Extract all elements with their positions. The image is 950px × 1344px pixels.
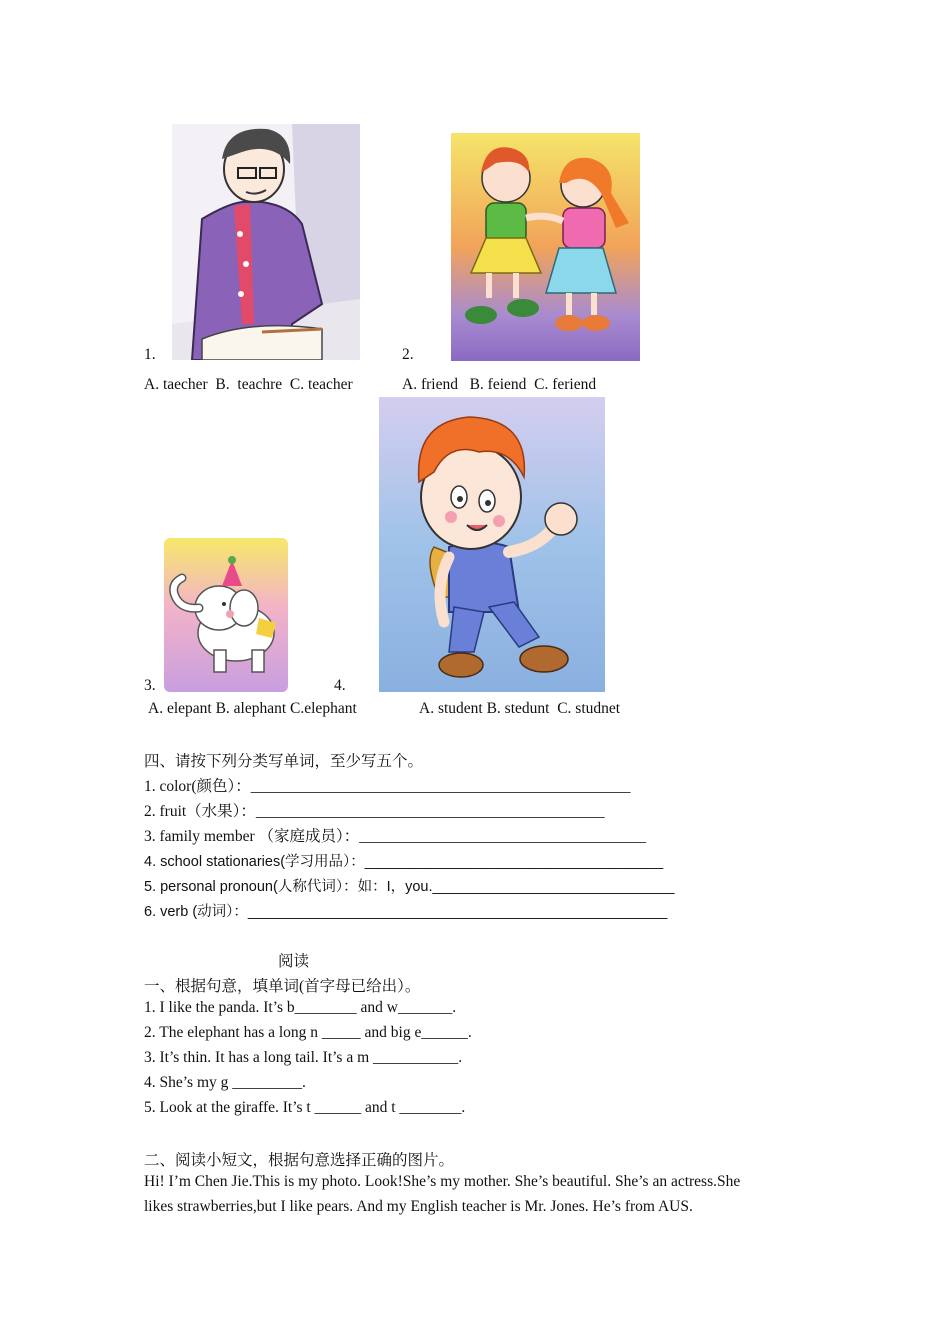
item-2-options: A. friend B. feiend C. feriend (402, 376, 597, 393)
fill-line-4: 4. She’s my g _________. (144, 1074, 306, 1091)
category-line-fruit: 2. fruit（水果）：_____________________________________________ (144, 803, 605, 820)
fill-line-2: 2. The elephant has a long n _____ and big e______. (144, 1024, 472, 1041)
item-1-options: A. taecher B. teachre C. teacher (144, 376, 353, 393)
passage-line-2: likes strawberries,but I like pears. And my English teacher is Mr. Jones. He’s from AUS. (144, 1198, 693, 1215)
item-2-number: 2. (402, 346, 414, 363)
item-4-options: A. student B. stedunt C. studnet (419, 700, 621, 717)
item-3-number: 3. (144, 677, 156, 694)
fill-line-1: 1. I like the panda. It’s b________ and w_______. (144, 999, 457, 1016)
item-4-number: 4. (334, 677, 346, 694)
fill-line-3: 3. It’s thin. It has a long tail. It’s a m ___________. (144, 1049, 463, 1066)
reading-section-1-heading: 一、根据句意，填单词(首字母已给出）。 (144, 978, 421, 995)
fill-line-5: 5. Look at the giraffe. It’s t ______ and t ________. (144, 1099, 466, 1116)
category-line-family: 3. family member （家庭成员）：_____________________________________ (144, 828, 646, 845)
passage-line-1: Hi! I’m Chen Jie.This is my photo. Look!She’s my mother. She’s beautiful. She’s an actress.She (144, 1173, 741, 1190)
category-line-color: 1. color(颜色）：_________________________________________________ (144, 778, 631, 795)
item-1-number: 1. (144, 346, 156, 363)
friends-illustration (451, 133, 640, 361)
reading-section-2-heading: 二、阅读小短文，根据句意选择正确的图片。 (144, 1152, 455, 1169)
category-line-verb: 6. verb (动词）：____________________________________________________ (144, 904, 668, 920)
item-3-options: A. elepant B. alephant C.elephant (148, 700, 357, 717)
reading-title: 阅读 (278, 953, 310, 970)
category-line-pronoun: 5. personal pronoun(人称代词）：如：I，you.______________________________ (144, 879, 675, 895)
student-illustration (379, 397, 605, 692)
category-line-stationery: 4. school stationaries(学习用品）：_____________________________________ (144, 854, 664, 870)
elephant-illustration (164, 538, 288, 692)
part-four-heading: 四、请按下列分类写单词，至少写五个。 (144, 753, 424, 770)
teacher-illustration (172, 124, 360, 360)
